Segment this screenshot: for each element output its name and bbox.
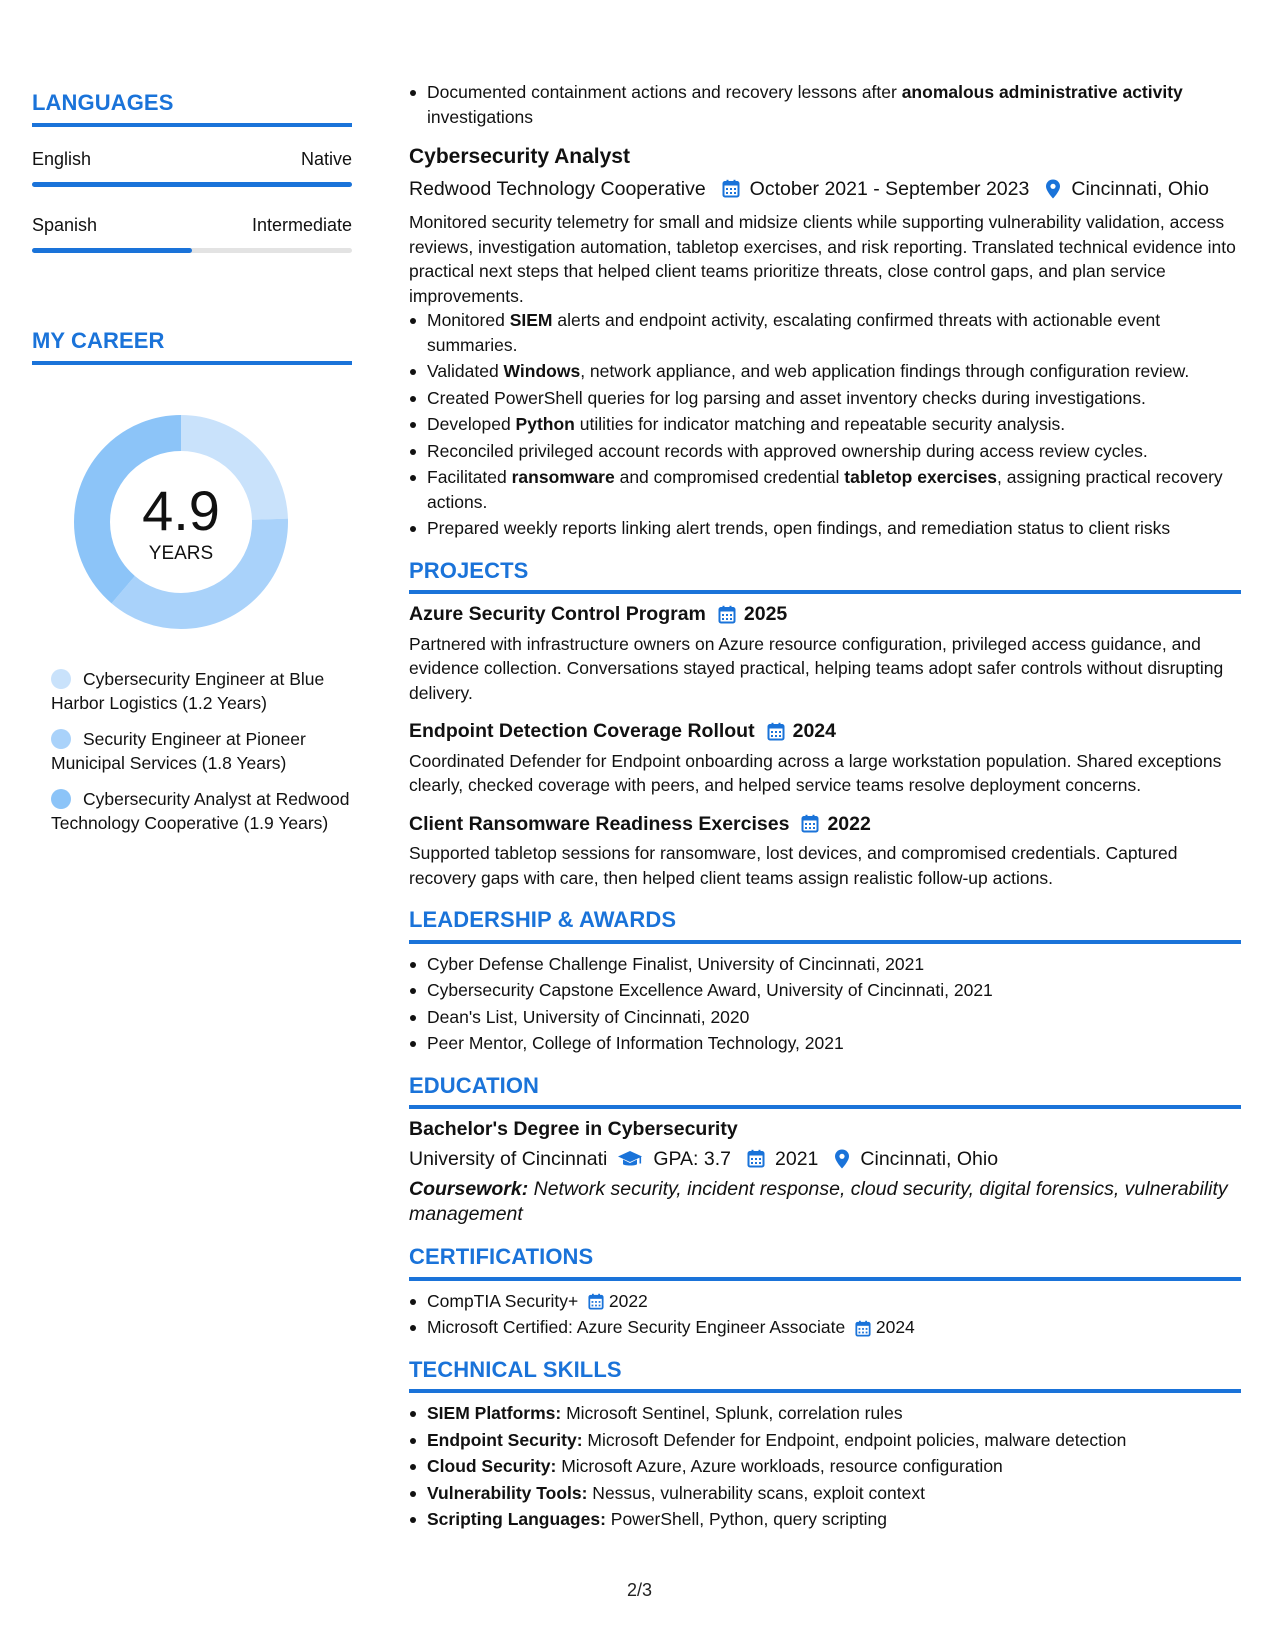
job-dates: October 2021 - September 2023 <box>749 177 1030 200</box>
legend-item <box>51 727 352 775</box>
legend-dot <box>51 669 71 689</box>
project-description: Coordinated Defender for Endpoint onboarding across a large workstation population. Shared exceptions clearly, checked coverage with peers, and helped service teams resolve deployment concerns. <box>409 750 1222 795</box>
right-column <box>409 80 1241 1534</box>
section-rule <box>409 1277 1241 1281</box>
calendar-icon <box>747 1149 765 1168</box>
award-item: Peer Mentor, College of Information Technology, 2021 <box>409 1031 1241 1056</box>
project-description: Partnered with infrastructure owners on Azure resource configuration, privileged access guidance, and evidence collection. Conversations stayed practical, helping teams adopt safer controls without disrupting delivery. <box>409 633 1224 703</box>
bullet-item: Reconciled privileged account records with approved ownership during access review cycles. <box>409 439 1241 464</box>
bullet-text: Documented containment actions and recovery lessons after <box>427 82 902 102</box>
section-rule <box>409 590 1241 594</box>
skill-item <box>409 1481 1241 1506</box>
education-meta <box>409 1147 1241 1172</box>
job-title: Cybersecurity Analyst <box>409 145 630 168</box>
education-year: 2021 <box>775 1147 819 1170</box>
skill-value: Microsoft Sentinel, Splunk, correlation rules <box>561 1403 903 1423</box>
language-english <box>32 149 352 187</box>
education-section <box>409 1074 1241 1228</box>
education-gpa: GPA: 3.7 <box>653 1147 732 1170</box>
degree-title: Bachelor's Degree in Cybersecurity <box>409 1118 738 1140</box>
legend-label: Cybersecurity Engineer at Blue Harbor Logistics (1.2 Years) <box>51 669 325 713</box>
bullet-text: investigations <box>427 106 534 127</box>
section-rule <box>32 123 352 127</box>
skill-label: Scripting Languages: <box>427 1509 606 1529</box>
skill-item <box>409 1507 1241 1532</box>
award-item: Dean's List, University of Cincinnati, 2020 <box>409 1005 1241 1030</box>
bullet-item: Monitored SIEM alerts and endpoint activity, escalating confirmed threats with actionable event summaries. <box>409 308 1241 357</box>
school-name: University of Cincinnati <box>409 1147 608 1170</box>
bullet-bold: anomalous administrative activity <box>901 82 1183 102</box>
award-item: Cyber Defense Challenge Finalist, University of Cincinnati, 2021 <box>409 952 1241 977</box>
awards-list <box>409 952 1241 1056</box>
certification-item <box>409 1289 1241 1314</box>
calendar-icon <box>767 722 785 741</box>
left-column <box>32 90 352 847</box>
language-bar-fill <box>32 182 352 187</box>
bullet-item <box>409 80 1241 129</box>
project-name: Endpoint Detection Coverage Rollout <box>409 720 755 742</box>
calendar-icon <box>855 1320 871 1337</box>
coursework-text: Network security, incident response, cloud security, digital forensics, vulnerability management <box>409 1178 1228 1225</box>
section-rule <box>409 1389 1241 1393</box>
language-name: Spanish <box>32 215 98 235</box>
legend-label: Cybersecurity Analyst at Redwood Technology Cooperative (1.9 Years) <box>51 789 350 833</box>
skill-label: Cloud Security: <box>427 1456 557 1476</box>
location-pin-icon <box>1045 179 1061 199</box>
award-item: Cybersecurity Capstone Excellence Award, University of Cincinnati, 2021 <box>409 978 1241 1003</box>
language-bar-fill <box>32 248 192 253</box>
section-rule <box>409 940 1241 944</box>
job-location: Cincinnati, Ohio <box>1071 177 1210 200</box>
projects-heading: PROJECTS <box>409 557 529 583</box>
calendar-icon <box>588 1293 604 1310</box>
skill-label: SIEM Platforms: <box>427 1403 562 1423</box>
legend-label: Security Engineer at Pioneer Municipal Services (1.8 Years) <box>51 729 306 773</box>
projects-section <box>409 559 1241 891</box>
project-title <box>409 602 1241 627</box>
skills-list <box>409 1401 1241 1532</box>
job-bullets <box>409 308 1241 541</box>
job-meta <box>409 177 1241 202</box>
language-spanish <box>32 215 352 253</box>
career-heading: MY CAREER <box>32 328 165 353</box>
certification-year: 2024 <box>875 1317 915 1337</box>
career-total: 4.9 <box>142 479 220 542</box>
bullet-item: Prepared weekly reports linking alert trends, open findings, and remediation status to client risks <box>409 516 1241 541</box>
previous-job-bullets <box>409 80 1241 129</box>
bullet-item: Facilitated ransomware and compromised credential tabletop exercises, assigning practical recovery actions. <box>409 465 1241 514</box>
coursework <box>409 1177 1241 1227</box>
language-name: English <box>32 149 92 169</box>
project-year: 2022 <box>827 812 871 835</box>
certification-name: Microsoft Certified: Azure Security Engineer Associate <box>427 1317 846 1337</box>
skill-value: Nessus, vulnerability scans, exploit context <box>587 1482 925 1503</box>
skill-label: Endpoint Security: <box>427 1429 583 1450</box>
project-name: Azure Security Control Program <box>409 603 706 625</box>
legend-item <box>51 787 352 835</box>
legend-dot <box>51 789 71 809</box>
bullet-item: Validated Windows, network appliance, and web application findings through configuration review. <box>409 359 1241 384</box>
language-bar <box>32 248 352 253</box>
location-pin-icon <box>834 1149 850 1169</box>
bullet-item: Created PowerShell queries for log parsing and asset inventory checks during investigations. <box>409 386 1241 411</box>
certifications-heading: CERTIFICATIONS <box>409 1244 594 1269</box>
language-level: Native <box>300 149 352 169</box>
coursework-label: Coursework: <box>409 1178 529 1200</box>
section-rule <box>409 1105 1241 1109</box>
project-name: Client Ransomware Readiness Exercises <box>409 812 790 835</box>
skills-section <box>409 1358 1241 1532</box>
certifications-section <box>409 1245 1241 1340</box>
certification-item <box>409 1315 1241 1340</box>
calendar-icon <box>801 814 819 833</box>
career-unit: YEARS <box>148 543 214 564</box>
certification-name: CompTIA Security+ <box>427 1290 579 1311</box>
section-rule <box>32 361 352 365</box>
project-description: Supported tabletop sessions for ransomware, lost devices, and compromised credentials. Captured recovery gaps with care, then helped client teams assign realistic follow-up actions. <box>409 843 1178 888</box>
page-number: 2/3 <box>627 1580 653 1600</box>
legend-item <box>51 667 352 715</box>
education-heading: EDUCATION <box>409 1072 540 1098</box>
bullet-item: Developed Python utilities for indicator matching and repeatable security analysis. <box>409 412 1241 437</box>
job-company: Redwood Technology Cooperative <box>409 177 706 200</box>
skill-value: PowerShell, Python, query scripting <box>605 1509 888 1529</box>
calendar-icon <box>718 605 736 624</box>
language-level: Intermediate <box>251 215 352 235</box>
career-donut-chart <box>66 407 296 637</box>
legend-dot <box>51 729 71 749</box>
certification-year: 2022 <box>608 1290 648 1311</box>
certifications-list <box>409 1289 1241 1340</box>
skill-value: Microsoft Defender for Endpoint, endpoint policies, malware detection <box>582 1429 1127 1450</box>
education-location: Cincinnati, Ohio <box>860 1147 999 1170</box>
languages-heading: LANGUAGES <box>32 90 174 115</box>
awards-section <box>409 908 1241 1056</box>
project-year: 2024 <box>792 720 836 742</box>
calendar-icon <box>722 179 740 198</box>
skill-item <box>409 1401 1241 1426</box>
skill-label: Vulnerability Tools: <box>427 1482 588 1503</box>
project-title <box>409 812 1241 837</box>
project-title <box>409 719 1241 744</box>
skills-heading: TECHNICAL SKILLS <box>409 1356 622 1382</box>
job-summary: Monitored security telemetry for small and midsize clients while supporting vulnerability validation, access reviews, investigation automation, tabletop exercises, and risk reporting. Translated technical evidence into practical next steps that helped client teams prioritize threats, close control gaps, and plan service improvements. <box>409 212 1236 306</box>
skill-item <box>409 1454 1241 1479</box>
awards-heading: LEADERSHIP & AWARDS <box>409 907 677 932</box>
skill-value: Microsoft Azure, Azure workloads, resource configuration <box>556 1456 1003 1476</box>
career-legend <box>51 667 352 835</box>
project-year: 2025 <box>743 603 788 625</box>
language-bar <box>32 182 352 187</box>
skill-item <box>409 1428 1241 1453</box>
graduation-cap-icon <box>617 1150 643 1168</box>
